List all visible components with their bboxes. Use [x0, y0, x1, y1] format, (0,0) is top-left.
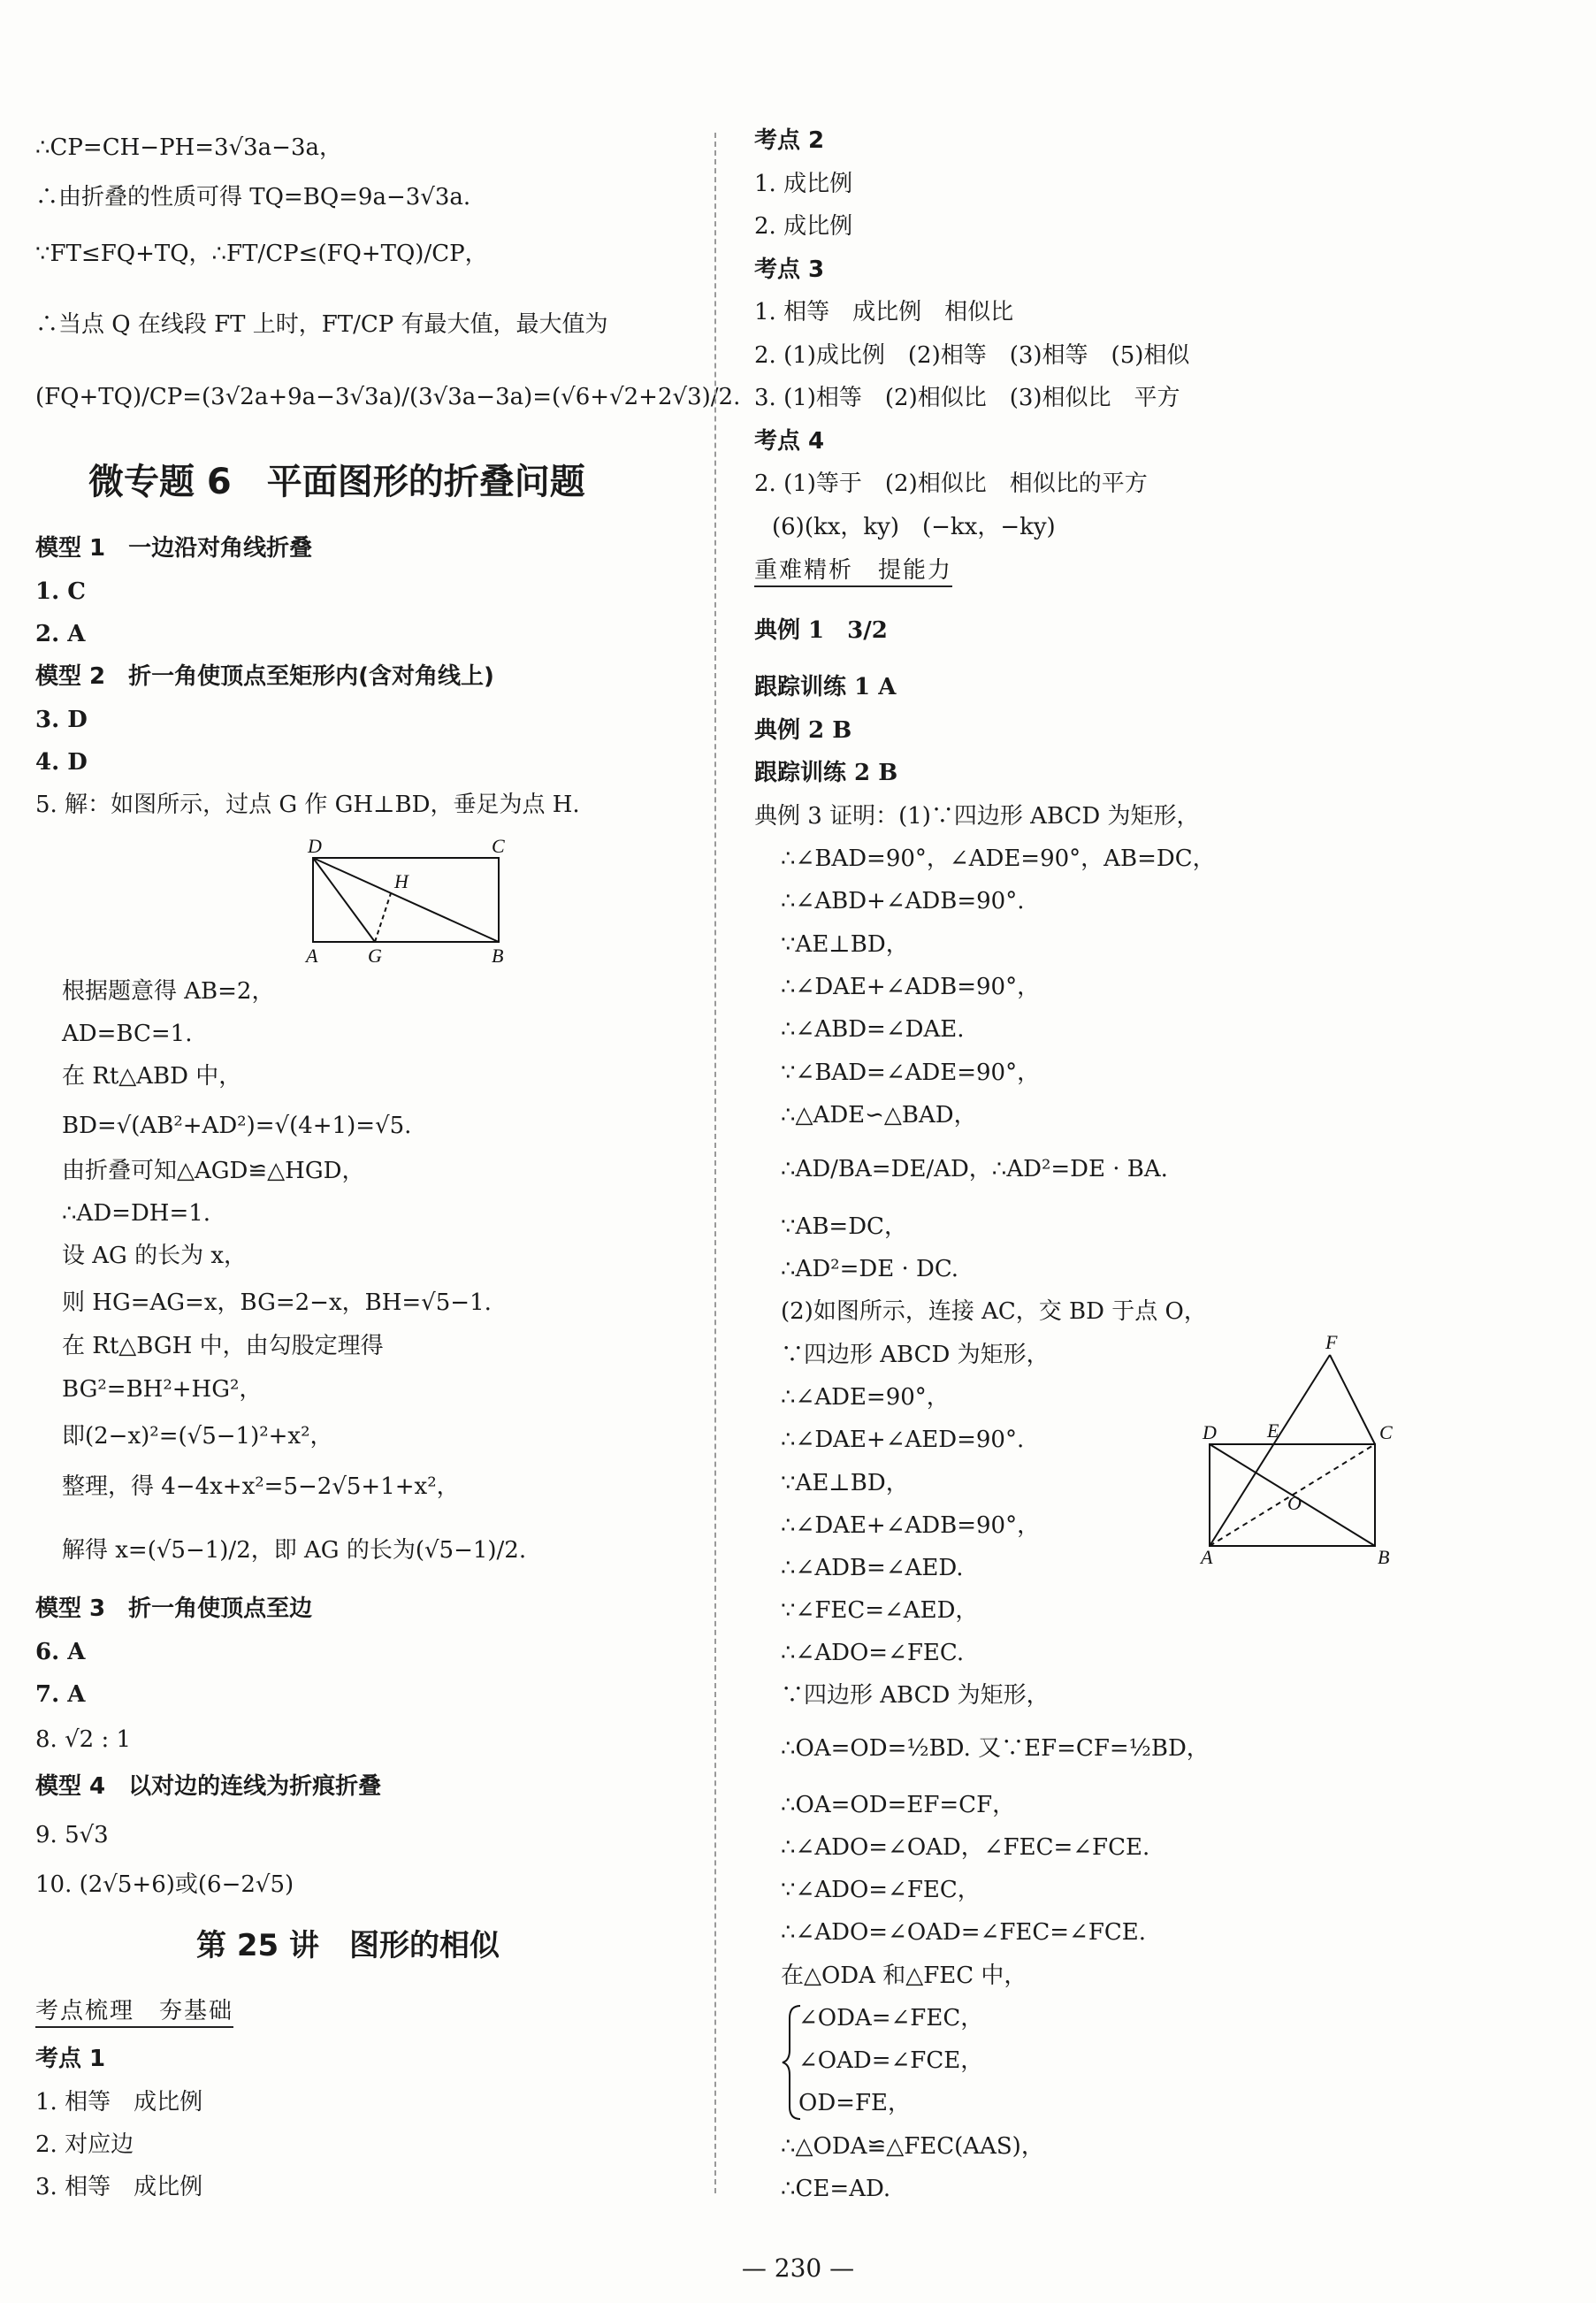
proof-line: ∴∠ADE=90°，: [781, 1384, 950, 1411]
segment-gh: [375, 893, 391, 942]
proof-line: ∴△ODA≌△FEC(AAS)，: [781, 2133, 1044, 2160]
rectangle-fold-figure: [265, 833, 531, 966]
proof-line: ∴AD²=DE · DC.: [781, 1256, 959, 1282]
proof-line: ∵∠FEC=∠AED，: [781, 1597, 979, 1624]
answer: 4. D: [35, 749, 88, 776]
subsection-heading: [754, 555, 952, 585]
kp-item: 2. (1)等于 (2)相似比 相似比的平方: [754, 471, 1148, 497]
model-heading: 模型 2 折一角使顶点至矩形内(含对角线上): [35, 663, 494, 690]
proof-line: ∴∠DAE+∠ADB=90°，: [781, 974, 1041, 1000]
model-heading: 模型 4 以对边的连线为折痕折叠: [35, 1773, 382, 1800]
label-b: B: [492, 945, 504, 966]
text-line: 在 Rt△BGH 中，由勾股定理得: [62, 1333, 384, 1359]
section-title: 微专题 6 平面图形的折叠问题: [88, 462, 585, 502]
proof-line: ∴OA=OD=EF=CF，: [781, 1792, 1016, 1818]
model-heading: 模型 1 一边沿对角线折叠: [35, 535, 313, 562]
kp-heading: 考点 2: [754, 127, 825, 154]
label-c: C: [492, 835, 505, 857]
answer: 3. D: [35, 707, 88, 733]
label-a: A: [1201, 1546, 1213, 1568]
text-line: 解得 x=(√5−1)/2，即 AG 的长为(√5−1)/2.: [62, 1537, 527, 1564]
text-line: BG²=BH²+HG²，: [62, 1376, 263, 1403]
proof-line: ∴∠ABD=∠DAE.: [781, 1016, 965, 1043]
answer: 1. C: [35, 578, 86, 605]
proof-line: ∴∠ADO=∠OAD=∠FEC=∠FCE.: [781, 1919, 1147, 1946]
proof-line: ∵四边形 ABCD 为矩形，: [781, 1342, 1050, 1368]
text-line: 在 Rt△ABD 中，: [62, 1063, 242, 1090]
answer: 6. A: [35, 1639, 86, 1665]
kp-item: 2. (1)成比例 (2)相等 (3)相等 (5)相似: [754, 342, 1190, 369]
proof-line: (2)如图所示，连接 AC，交 BD 于点 O，: [781, 1298, 1207, 1325]
segment-fc: [1330, 1355, 1375, 1444]
answer: 9. 5√3: [35, 1822, 109, 1848]
rectangle-fold-figure-2: [1192, 1331, 1422, 1570]
proof-line: ∴∠DAE+∠AED=90°.: [781, 1427, 1025, 1453]
text-line: BD=√(AB²+AD²)=√(4+1)=√5.: [62, 1113, 412, 1139]
proof-line: ∴OA=OD=½BD. 又∵EF=CF=½BD，: [781, 1735, 1210, 1762]
example-answer: 典例 1 3/2: [754, 617, 888, 644]
proof-line: ∴∠DAE+∠ADB=90°，: [781, 1512, 1041, 1539]
subsection-label: 重难精析 提能力: [754, 557, 952, 587]
proof-line: 在△ODA 和△FEC 中，: [781, 1963, 1027, 1989]
proof-line: ∠OAD=∠FCE，: [798, 2047, 984, 2074]
kp-item: 3. (1)相等 (2)相似比 (3)相似比 平方: [754, 385, 1180, 411]
kp-item: (6)(kx，ky) (−kx，−ky): [772, 514, 1056, 540]
text-line: ∴AD=DH=1.: [62, 1200, 211, 1227]
training-answer: 跟踪训练 2 B: [754, 760, 898, 786]
answer: 10. (2√5+6)或(6−2√5): [35, 1871, 294, 1898]
column-divider: [714, 133, 716, 2193]
kp-heading: 考点 3: [754, 256, 825, 283]
kp-heading: 考点 1: [35, 2046, 106, 2072]
kp-item: 1. 成比例: [754, 171, 853, 197]
proof-line: ∴∠ADO=∠FEC.: [781, 1640, 965, 1666]
fold-line-dg: [313, 858, 375, 942]
text-line: 由折叠可知△AGD≌△HGD，: [62, 1158, 365, 1184]
proof-line: ∴∠ABD+∠ADB=90°.: [781, 888, 1025, 914]
text-line: ∵FT≤FQ+TQ，∴FT/CP≤(FQ+TQ)/CP，: [35, 241, 488, 267]
answer: 5. 解：如图所示，过点 G 作 GH⊥BD，垂足为点 H.: [35, 792, 580, 818]
kp-item: 2. 对应边: [35, 2131, 134, 2158]
subsection-label: 考点梳理 夯基础: [35, 1998, 233, 2028]
text-line: ∴当点 Q 在线段 FT 上时，FT/CP 有最大值，最大值为: [35, 311, 608, 338]
text-line: 设 AG 的长为 x，: [62, 1243, 248, 1269]
kp-item: 1. 相等 成比例: [35, 2089, 203, 2116]
training-answer: 跟踪训练 1 A: [754, 674, 897, 700]
label-d: D: [1203, 1421, 1217, 1443]
model-heading: 模型 3 折一角使顶点至边: [35, 1595, 313, 1622]
proof-line: ∴∠BAD=90°，∠ADE=90°，AB=DC，: [781, 845, 1216, 872]
segment-af: [1210, 1355, 1330, 1546]
text-line: 根据题意得 AB=2，: [62, 978, 275, 1005]
lecture-title: 第 25 讲 图形的相似: [196, 1928, 500, 1963]
example-heading: 典例 3 证明：(1)∵四边形 ABCD 为矩形，: [754, 803, 1200, 830]
text-line: (FQ+TQ)/CP=(3√2a+9a−3√3a)/(3√3a−3a)=(√6+√2+2√3)/2.: [35, 384, 741, 410]
proof-line: OD=FE，: [798, 2090, 911, 2116]
proof-line: ∵AE⊥BD，: [781, 931, 909, 958]
label-g: G: [368, 945, 382, 966]
label-f: F: [1325, 1331, 1338, 1353]
text-line: 整理，得 4−4x+x²=5−2√5+1+x²，: [62, 1473, 460, 1500]
proof-line: ∠ODA=∠FEC，: [798, 2005, 984, 2031]
proof-line: ∵∠ADO=∠FEC，: [781, 1877, 981, 1903]
proof-line: ∴CE=AD.: [781, 2176, 891, 2202]
label-c: C: [1379, 1421, 1393, 1443]
label-a: A: [306, 945, 318, 966]
text-line: ∴由折叠的性质可得 TQ=BQ=9a−3√3a.: [35, 184, 471, 210]
answer: 8. √2 : 1: [35, 1726, 132, 1753]
kp-item: 2. 成比例: [754, 213, 853, 240]
example-answer: 典例 2 B: [754, 717, 852, 744]
answer: 2. A: [35, 621, 86, 647]
proof-line: ∵四边形 ABCD 为矩形，: [781, 1682, 1050, 1709]
proof-line: ∴∠ADO=∠OAD，∠FEC=∠FCE.: [781, 1834, 1150, 1861]
text-line: 则 HG=AG=x，BG=2−x，BH=√5−1.: [62, 1289, 492, 1316]
label-h: H: [394, 870, 409, 892]
proof-line: ∴△ADE∽△BAD，: [781, 1102, 977, 1129]
text-line: 即(2−x)²=(√5−1)²+x²，: [62, 1423, 333, 1450]
kp-item: 3. 相等 成比例: [35, 2174, 203, 2200]
label-d: D: [308, 835, 322, 857]
kp-heading: 考点 4: [754, 428, 825, 455]
label-e: E: [1267, 1419, 1279, 1442]
proof-line: ∵∠BAD=∠ADE=90°，: [781, 1060, 1041, 1086]
proof-line: ∵AB=DC，: [781, 1213, 907, 1240]
proof-line: ∴∠ADB=∠AED.: [781, 1555, 964, 1581]
kp-item: 1. 相等 成比例 相似比: [754, 299, 1014, 325]
text-line: ∴CP=CH−PH=3√3a−3a，: [35, 134, 343, 161]
label-o: O: [1287, 1492, 1302, 1514]
text-line: AD=BC=1.: [62, 1021, 193, 1047]
proof-line: ∵AE⊥BD，: [781, 1470, 909, 1496]
page-number: — 230 —: [741, 2253, 855, 2283]
label-b: B: [1378, 1546, 1390, 1568]
subsection-heading: [35, 1996, 233, 2026]
answer: 7. A: [35, 1681, 86, 1708]
proof-line: ∴AD/BA=DE/AD，∴AD²=DE · BA.: [781, 1156, 1168, 1182]
